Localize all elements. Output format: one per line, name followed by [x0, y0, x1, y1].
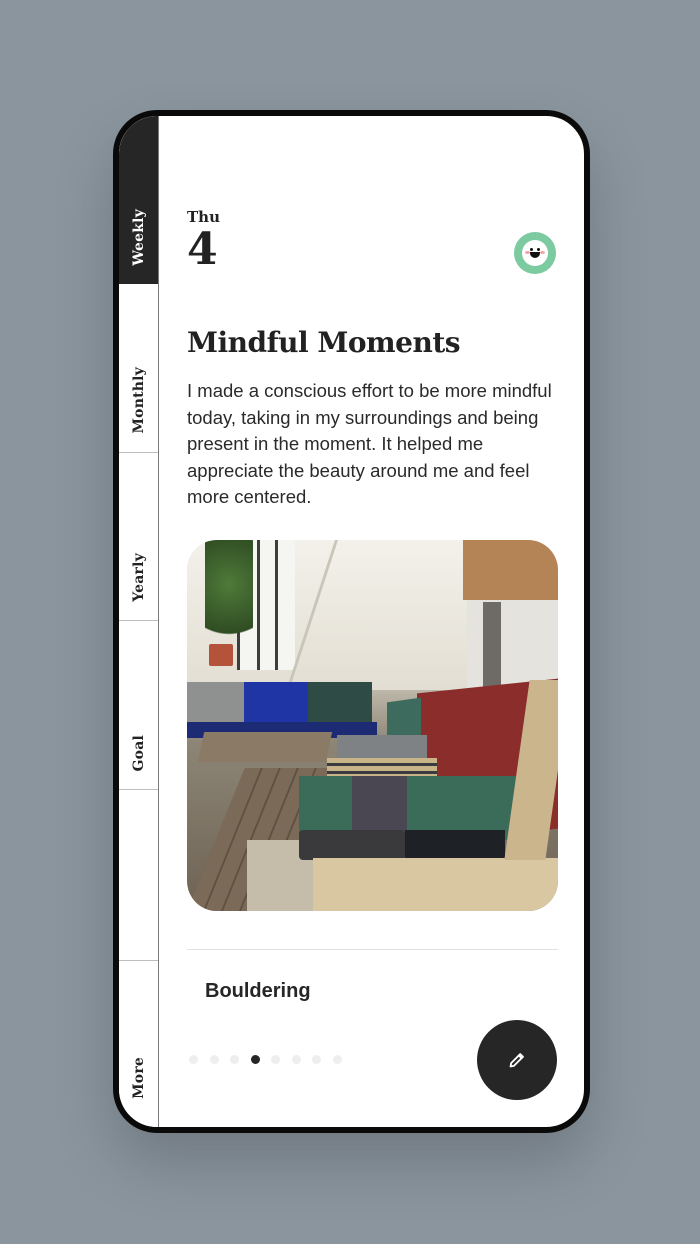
page-indicator [189, 1055, 342, 1064]
tab-goal[interactable] [119, 621, 158, 790]
tab-weekly[interactable] [119, 116, 158, 284]
page-dot[interactable] [230, 1055, 239, 1064]
tab-label: More [130, 1057, 147, 1099]
tab-label: Weekly [130, 209, 147, 266]
sidebar-tabs [119, 116, 159, 1127]
edit-entry-button[interactable] [477, 1020, 557, 1100]
tab-label: Yearly [130, 553, 147, 602]
page-dot[interactable] [333, 1055, 342, 1064]
page-dot[interactable] [292, 1055, 301, 1064]
tab-yearly[interactable] [119, 453, 158, 621]
day-number: 4 [187, 224, 218, 275]
divider [187, 949, 558, 950]
page-dot[interactable] [271, 1055, 280, 1064]
day-name: Thu [187, 208, 220, 226]
entry-title: Mindful Moments [187, 326, 461, 359]
page-dot[interactable] [312, 1055, 321, 1064]
page-dot[interactable] [210, 1055, 219, 1064]
entry-body: I made a conscious effort to be more mindful today, taking in my surroundings and being present in the moment. It helped me appreciate the beauty around me and feel more centered. [187, 380, 552, 507]
entry-photo[interactable] [187, 540, 558, 911]
tab-label: Monthly [130, 367, 147, 434]
tab-label: Goal [130, 734, 147, 771]
tab-monthly[interactable] [119, 284, 158, 453]
smiley-face-icon [522, 240, 548, 266]
page-dot-active[interactable] [251, 1055, 260, 1064]
entry-content [159, 116, 584, 1127]
page-dot[interactable] [189, 1055, 198, 1064]
next-entry-title[interactable]: Bouldering [205, 980, 311, 1002]
mood-button[interactable] [514, 232, 556, 274]
tab-empty[interactable] [119, 790, 158, 961]
pencil-icon [506, 1049, 528, 1071]
phone-frame [113, 110, 590, 1133]
tab-more[interactable] [119, 961, 158, 1133]
